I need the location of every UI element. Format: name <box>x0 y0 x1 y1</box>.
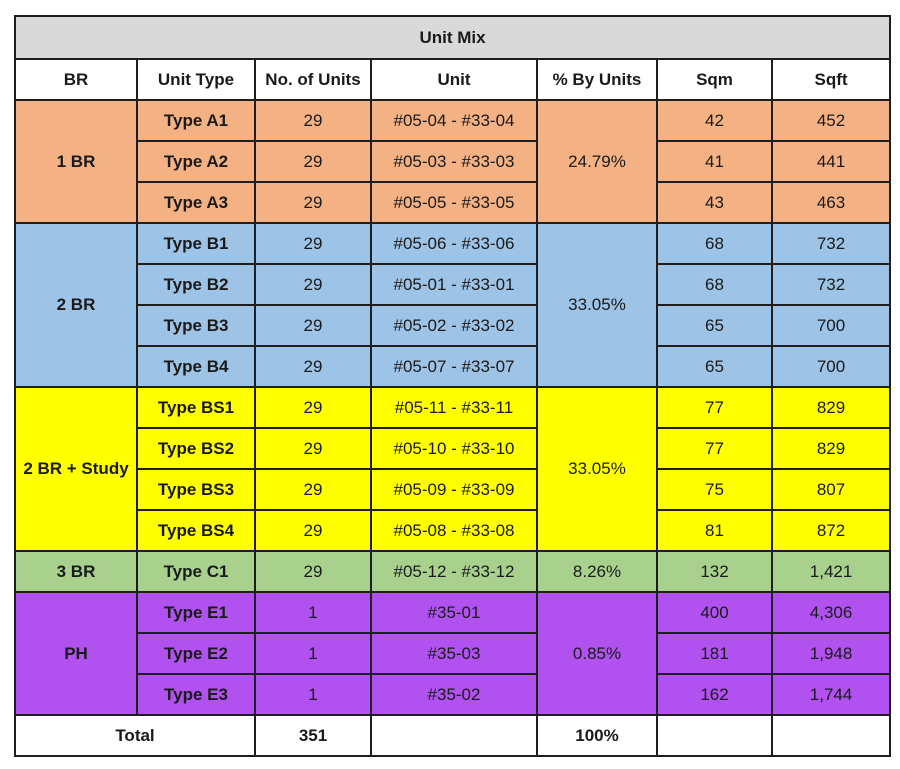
sqft-cell: 441 <box>772 141 890 182</box>
pct-by-units-cell: 8.26% <box>537 551 657 592</box>
no-of-units-cell: 29 <box>255 182 371 223</box>
sqft-cell: 872 <box>772 510 890 551</box>
unit-range-cell: #05-01 - #33-01 <box>371 264 537 305</box>
pct-by-units-cell: 24.79% <box>537 100 657 223</box>
no-of-units-cell: 29 <box>255 141 371 182</box>
sqft-cell: 4,306 <box>772 592 890 633</box>
table-row <box>15 592 890 633</box>
table-row <box>15 387 890 428</box>
header-unit-type: Unit Type <box>137 59 255 100</box>
sqft-cell: 1,744 <box>772 674 890 715</box>
unit-type-cell: Type E1 <box>137 592 255 633</box>
sqm-cell: 65 <box>657 305 772 346</box>
unit-type-cell: Type BS3 <box>137 469 255 510</box>
header-unit: Unit <box>371 59 537 100</box>
sqm-cell: 68 <box>657 223 772 264</box>
unit-type-cell: Type BS2 <box>137 428 255 469</box>
no-of-units-cell: 29 <box>255 346 371 387</box>
sqft-cell: 452 <box>772 100 890 141</box>
table-row <box>15 510 890 551</box>
table-row <box>15 305 890 346</box>
table-row <box>15 264 890 305</box>
table-row <box>15 223 890 264</box>
br-group-label: PH <box>15 592 137 715</box>
unit-mix-table <box>14 15 891 757</box>
header-row <box>15 59 890 100</box>
table-row <box>15 346 890 387</box>
unit-type-cell: Type B2 <box>137 264 255 305</box>
header-sqft: Sqft <box>772 59 890 100</box>
table-row <box>15 141 890 182</box>
title-row <box>15 16 890 59</box>
unit-range-cell: #05-06 - #33-06 <box>371 223 537 264</box>
unit-range-cell: #05-03 - #33-03 <box>371 141 537 182</box>
table-row <box>15 551 890 592</box>
br-group-label: 2 BR + Study <box>15 387 137 551</box>
unit-type-cell: Type A3 <box>137 182 255 223</box>
sqft-cell: 732 <box>772 264 890 305</box>
unit-range-cell: #05-04 - #33-04 <box>371 100 537 141</box>
no-of-units-cell: 29 <box>255 264 371 305</box>
total-row <box>15 715 890 756</box>
sqm-cell: 77 <box>657 387 772 428</box>
total-units: 351 <box>255 715 371 756</box>
no-of-units-cell: 1 <box>255 633 371 674</box>
no-of-units-cell: 29 <box>255 387 371 428</box>
sqm-cell: 43 <box>657 182 772 223</box>
no-of-units-cell: 29 <box>255 100 371 141</box>
sqft-cell: 829 <box>772 428 890 469</box>
no-of-units-cell: 29 <box>255 469 371 510</box>
no-of-units-cell: 29 <box>255 428 371 469</box>
unit-range-cell: #35-02 <box>371 674 537 715</box>
table-row <box>15 182 890 223</box>
total-sqm-empty <box>657 715 772 756</box>
sqm-cell: 400 <box>657 592 772 633</box>
unit-type-cell: Type B4 <box>137 346 255 387</box>
sqm-cell: 77 <box>657 428 772 469</box>
sqm-cell: 75 <box>657 469 772 510</box>
sqm-cell: 42 <box>657 100 772 141</box>
br-group-label: 2 BR <box>15 223 137 387</box>
sqft-cell: 807 <box>772 469 890 510</box>
unit-type-cell: Type A1 <box>137 100 255 141</box>
unit-range-cell: #05-11 - #33-11 <box>371 387 537 428</box>
no-of-units-cell: 29 <box>255 510 371 551</box>
unit-type-cell: Type A2 <box>137 141 255 182</box>
table-row <box>15 100 890 141</box>
sqft-cell: 463 <box>772 182 890 223</box>
no-of-units-cell: 1 <box>255 592 371 633</box>
sqm-cell: 81 <box>657 510 772 551</box>
pct-by-units-cell: 33.05% <box>537 223 657 387</box>
sqft-cell: 1,421 <box>772 551 890 592</box>
unit-type-cell: Type E2 <box>137 633 255 674</box>
header-sqm: Sqm <box>657 59 772 100</box>
unit-range-cell: #05-05 - #33-05 <box>371 182 537 223</box>
unit-type-cell: Type B1 <box>137 223 255 264</box>
sqft-cell: 700 <box>772 305 890 346</box>
table-row <box>15 633 890 674</box>
unit-range-cell: #05-12 - #33-12 <box>371 551 537 592</box>
no-of-units-cell: 29 <box>255 551 371 592</box>
unit-range-cell: #05-07 - #33-07 <box>371 346 537 387</box>
sqm-cell: 65 <box>657 346 772 387</box>
sqm-cell: 68 <box>657 264 772 305</box>
sqm-cell: 162 <box>657 674 772 715</box>
no-of-units-cell: 29 <box>255 305 371 346</box>
unit-range-cell: #05-02 - #33-02 <box>371 305 537 346</box>
unit-type-cell: Type E3 <box>137 674 255 715</box>
sqm-cell: 181 <box>657 633 772 674</box>
sqft-cell: 700 <box>772 346 890 387</box>
sqm-cell: 132 <box>657 551 772 592</box>
table-row <box>15 428 890 469</box>
unit-type-cell: Type BS1 <box>137 387 255 428</box>
unit-range-cell: #05-09 - #33-09 <box>371 469 537 510</box>
table-row <box>15 674 890 715</box>
unit-type-cell: Type C1 <box>137 551 255 592</box>
sqm-cell: 41 <box>657 141 772 182</box>
br-group-label: 1 BR <box>15 100 137 223</box>
unit-type-cell: Type B3 <box>137 305 255 346</box>
pct-by-units-cell: 0.85% <box>537 592 657 715</box>
sqft-cell: 732 <box>772 223 890 264</box>
no-of-units-cell: 1 <box>255 674 371 715</box>
br-group-label: 3 BR <box>15 551 137 592</box>
table-title: Unit Mix <box>15 16 890 59</box>
unit-range-cell: #35-01 <box>371 592 537 633</box>
pct-by-units-cell: 33.05% <box>537 387 657 551</box>
sqft-cell: 829 <box>772 387 890 428</box>
header-pct-by-units: % By Units <box>537 59 657 100</box>
total-sqft-empty <box>772 715 890 756</box>
unit-range-cell: #05-10 - #33-10 <box>371 428 537 469</box>
header-br: BR <box>15 59 137 100</box>
no-of-units-cell: 29 <box>255 223 371 264</box>
total-pct: 100% <box>537 715 657 756</box>
sqft-cell: 1,948 <box>772 633 890 674</box>
total-unit-empty <box>371 715 537 756</box>
total-label: Total <box>15 715 255 756</box>
table-row <box>15 469 890 510</box>
header-no-of-units: No. of Units <box>255 59 371 100</box>
unit-type-cell: Type BS4 <box>137 510 255 551</box>
unit-range-cell: #35-03 <box>371 633 537 674</box>
unit-range-cell: #05-08 - #33-08 <box>371 510 537 551</box>
